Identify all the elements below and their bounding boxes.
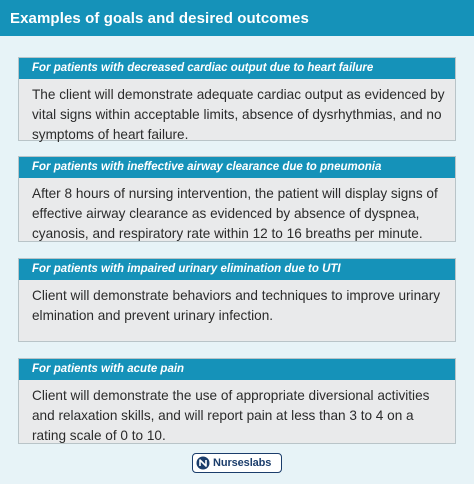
outcome-card-cardiac [18, 57, 456, 141]
card-heading: For patients with decreased cardiac output due to heart failure [19, 58, 455, 79]
card-body: After 8 hours of nursing intervention, the patient will display signs of effective airway clearance as evidenced by absence of dyspnea, cyanosis, and respiratory rate within 12 to 16 breaths per minute. [32, 186, 438, 241]
outcome-card-airway [18, 156, 456, 242]
card-heading: For patients with acute pain [19, 359, 455, 380]
nurseslabs-logo [192, 453, 282, 473]
nurseslabs-logo-icon [196, 456, 210, 470]
page-title: Examples of goals and desired outcomes [0, 0, 474, 36]
card-body: Client will demonstrate the use of appropriate diversional activities and relaxation skills, and will report pain at less than 3 to 4 on a rating scale of 0 to 10. [32, 388, 430, 443]
outcome-card-pain [18, 358, 456, 444]
outcome-card-urinary [18, 258, 456, 342]
card-body: The client will demonstrate adequate cardiac output as evidenced by vital signs within acceptable limits, absence of dysrhythmias, and no symptoms of heart failure. [32, 87, 445, 142]
card-heading: For patients with ineffective airway clearance due to pneumonia [19, 157, 455, 178]
card-body: Client will demonstrate behaviors and techniques to improve urinary elmination and prevent urinary infection. [32, 288, 441, 323]
card-heading: For patients with impaired urinary elimination due to UTI [19, 259, 455, 280]
brand-name: Nurseslabs [213, 457, 272, 469]
